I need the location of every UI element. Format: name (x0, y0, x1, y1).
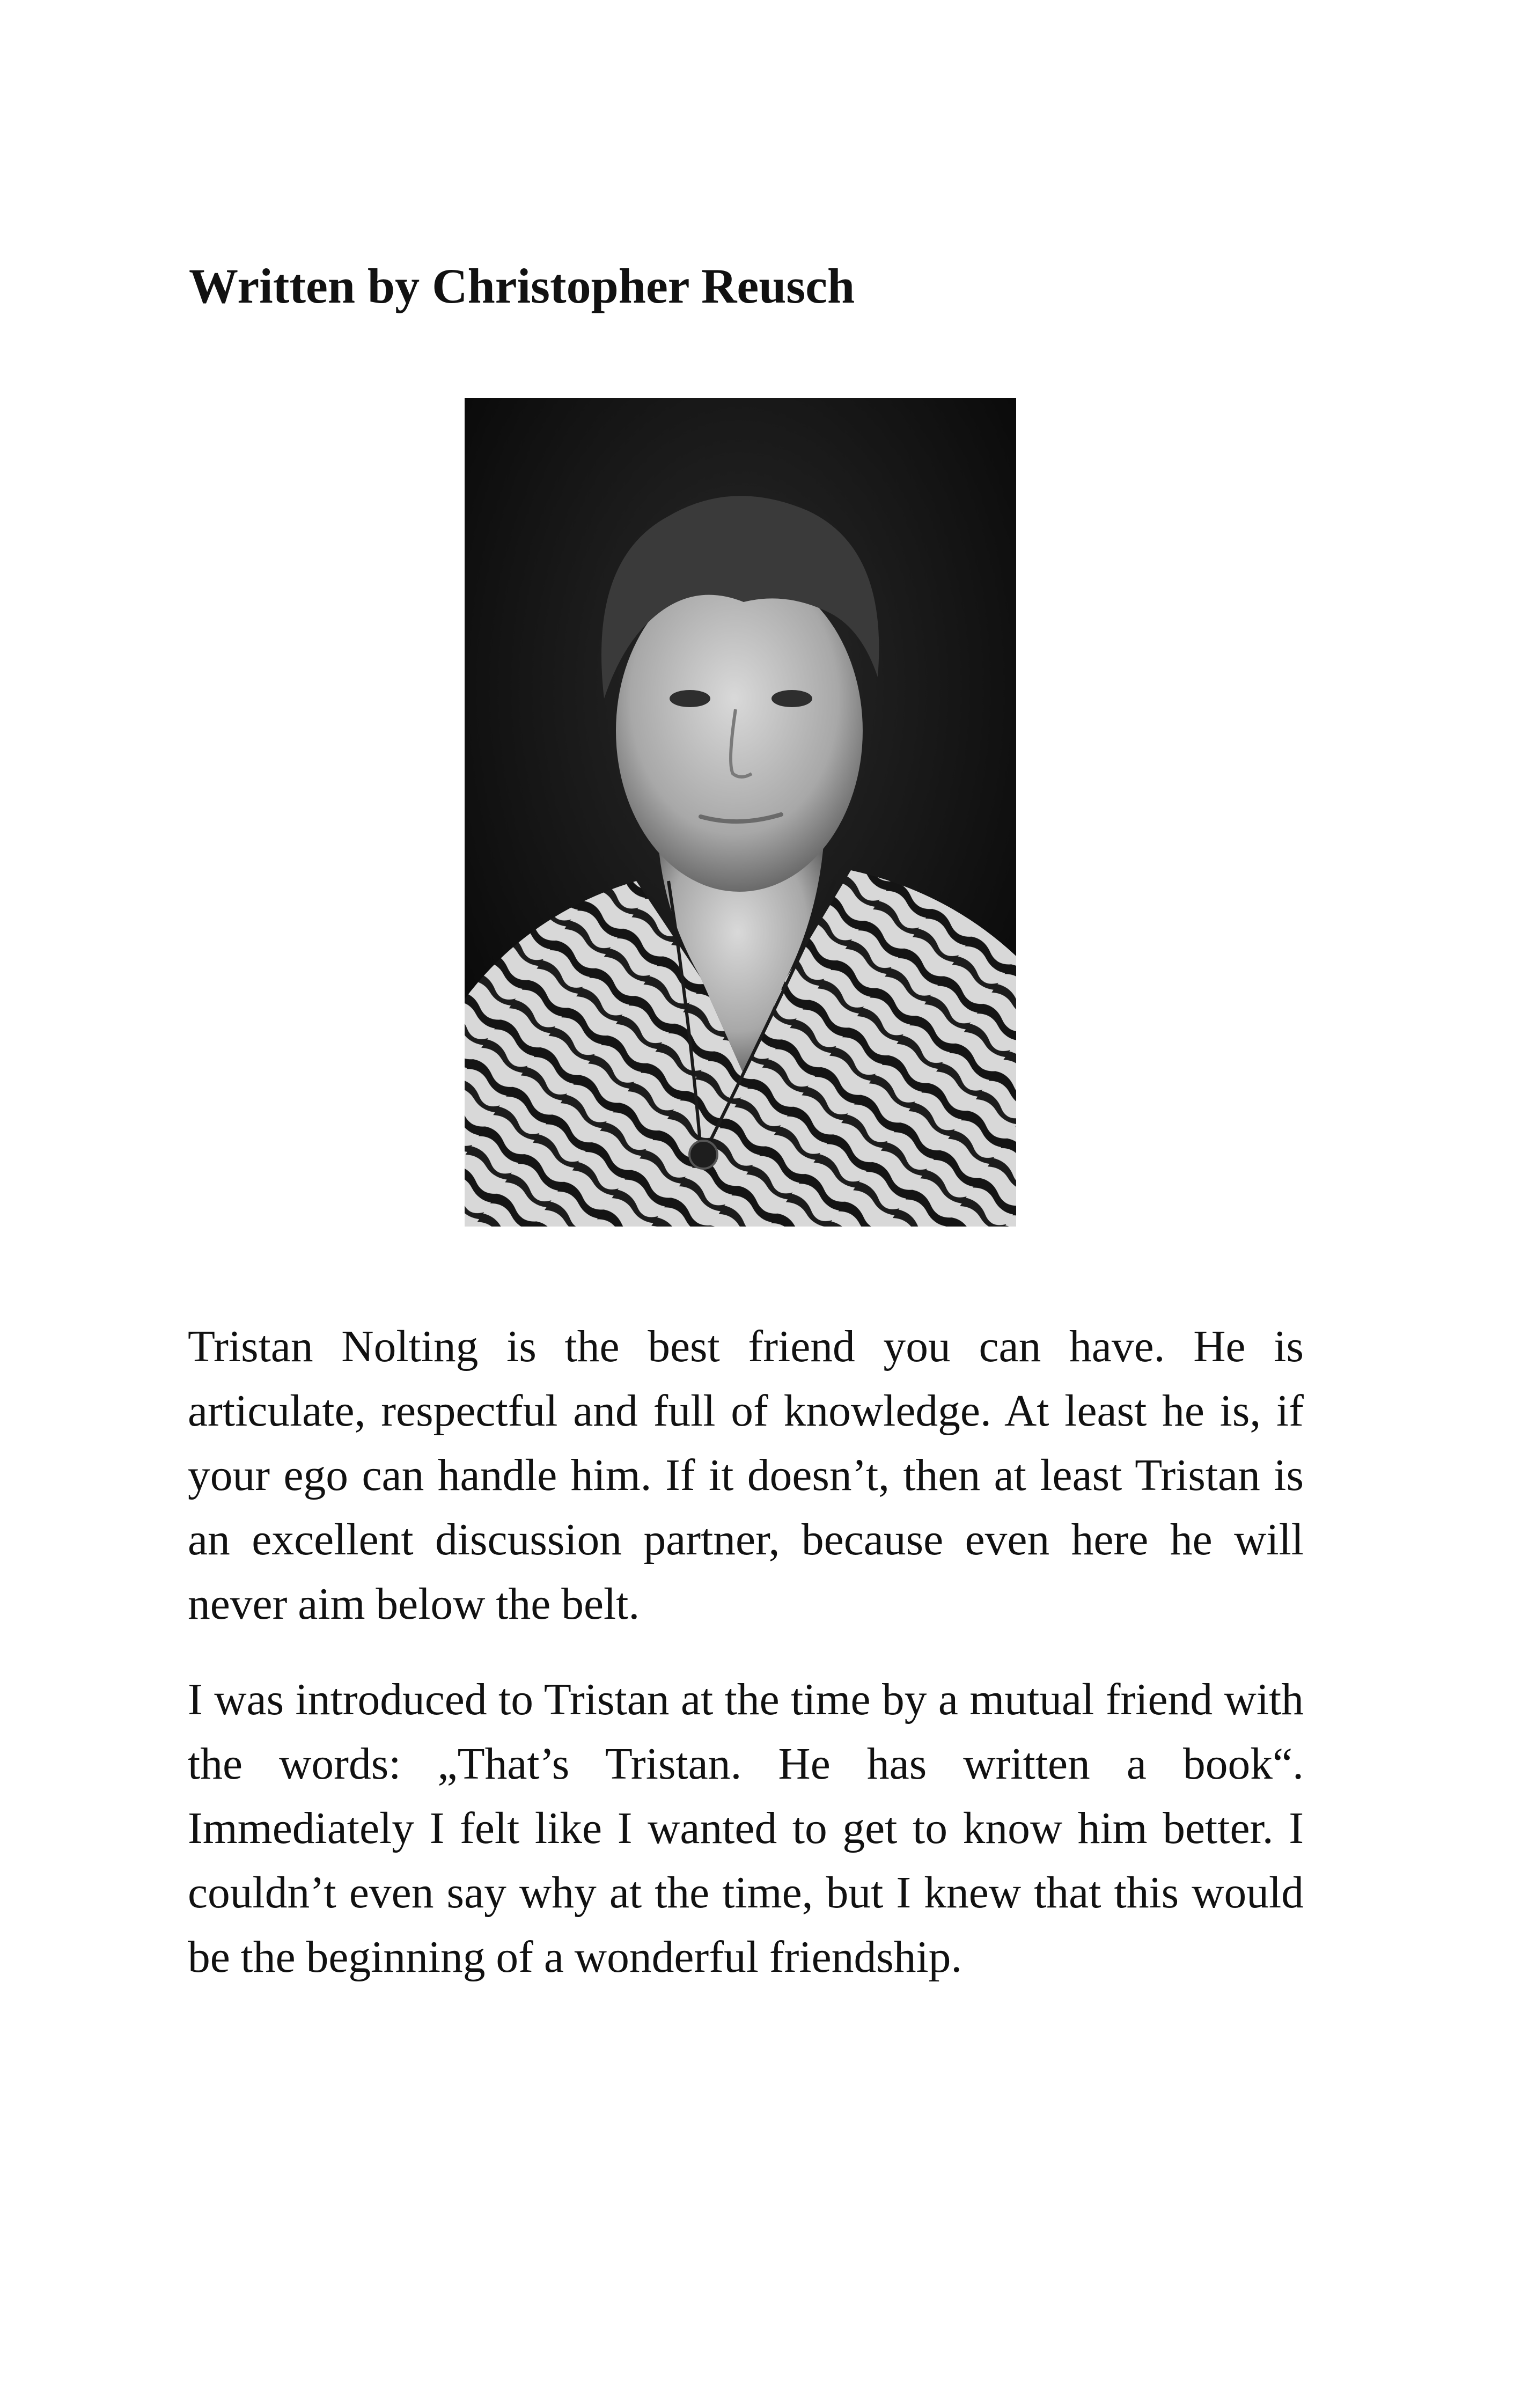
article-body (188, 1315, 1304, 1989)
paragraph: I was introduced to Tristan at the time by a mutual friend with the words: „That’s Tristan. He has written a book“. Immediately I felt like I wanted to get to know him better. I couldn’t even say why at the time, but I knew that this would be the beginning of a wonderful friendship. (188, 1675, 1304, 1982)
portrait-photo (465, 398, 1016, 1227)
author-byline: Written by Christopher Reusch (189, 259, 855, 313)
paragraph: Tristan Nolting is the best friend you can have. He is articulate, respectful and full of knowledge. At least he is, if your ego can handle him. If it doesn’t, then at least Tristan is an excellent discussion partner, because even here he will never aim below the belt. (188, 1322, 1304, 1629)
